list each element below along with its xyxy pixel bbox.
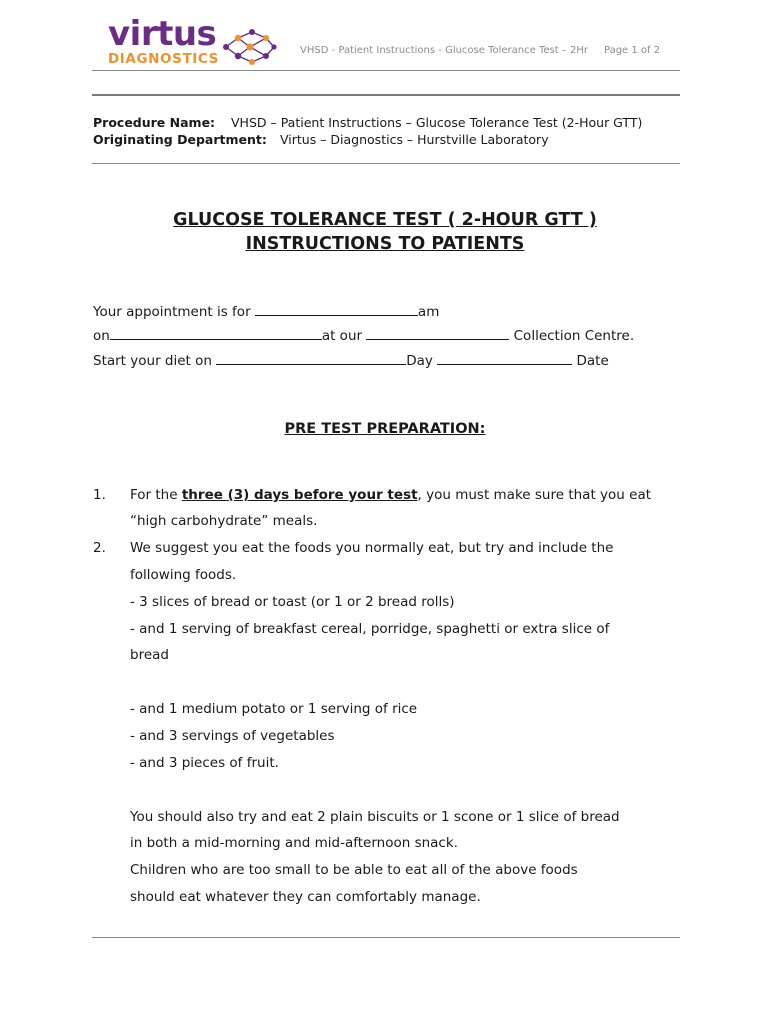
header-document-title: VHSD - Patient Instructions - Glucose Tolerance Test – 2Hr <box>300 45 588 56</box>
molecule-dots-icon <box>222 24 278 70</box>
appointment-time-line: Your appointment is for am <box>93 304 440 320</box>
header-page-number: Page 1 of 2 <box>604 45 661 56</box>
snack-line-1: You should also try and eat 2 plain biscuits or 1 scone or 1 slice of bread <box>130 809 620 825</box>
collection-centre-blank[interactable] <box>366 326 509 340</box>
procedure-name-label: Procedure Name: <box>93 115 216 130</box>
originating-department-value: Virtus – Diagnostics – Hurstville Laboratory <box>280 132 549 147</box>
originating-department-row <box>93 132 549 148</box>
diet-date-blank[interactable] <box>437 351 572 365</box>
item-2-line-1: We suggest you eat the foods you normally eat, but try and include the <box>130 540 614 556</box>
children-line-1: Children who are too small to be able to eat all of the above foods <box>130 862 578 878</box>
document-title-line-2: INSTRUCTIONS TO PATIENTS <box>245 234 525 254</box>
item-1-line-2: “high carbohydrate” meals. <box>130 513 318 529</box>
item-1-number: 1. <box>93 487 106 503</box>
food-bullet-potato: - and 1 medium potato or 1 serving of rice <box>130 701 418 717</box>
procedure-bottom-rule <box>92 163 680 164</box>
diet-start-blank[interactable] <box>216 351 406 365</box>
food-bullet-fruit: - and 3 pieces of fruit. <box>130 755 279 771</box>
document-title-line-1: GLUCOSE TOLERANCE TEST ( 2-HOUR GTT ) <box>173 210 597 230</box>
appointment-date-line: on at our Collection Centre. <box>93 328 635 344</box>
food-bullet-cereal-continued: bread <box>130 647 169 663</box>
logo-wordmark: virtus <box>108 14 217 54</box>
appointment-date-blank[interactable] <box>110 326 322 340</box>
procedure-name-row <box>93 115 643 131</box>
header-rule <box>92 70 680 71</box>
diet-start-line: Start your diet on Day Date <box>93 353 609 369</box>
appointment-time-blank[interactable] <box>255 302 418 316</box>
logo-subtitle: DIAGNOSTICS <box>108 51 219 67</box>
snack-line-2: in both a mid-morning and mid-afternoon snack. <box>130 835 458 851</box>
item-2-number: 2. <box>93 540 106 556</box>
procedure-top-rule <box>92 94 680 96</box>
pre-test-preparation-heading: PRE TEST PREPARATION: <box>284 421 486 437</box>
children-line-2: should eat whatever they can comfortably manage. <box>130 889 481 905</box>
procedure-name-value: VHSD – Patient Instructions – Glucose Tolerance Test (2-Hour GTT) <box>231 115 643 130</box>
three-days-emphasis: three (3) days before your test <box>181 487 418 503</box>
food-bullet-vegetables: - and 3 servings of vegetables <box>130 728 335 744</box>
item-1-line-1: For the three (3) days before your test, you must make sure that you eat <box>130 487 652 503</box>
originating-department-label: Originating Department: <box>93 132 267 147</box>
food-bullet-cereal: - and 1 serving of breakfast cereal, porridge, spaghetti or extra slice of <box>130 621 610 637</box>
food-bullet-bread: - 3 slices of bread or toast (or 1 or 2 bread rolls) <box>130 594 455 610</box>
footer-rule <box>92 937 680 938</box>
item-2-line-2: following foods. <box>130 567 237 583</box>
